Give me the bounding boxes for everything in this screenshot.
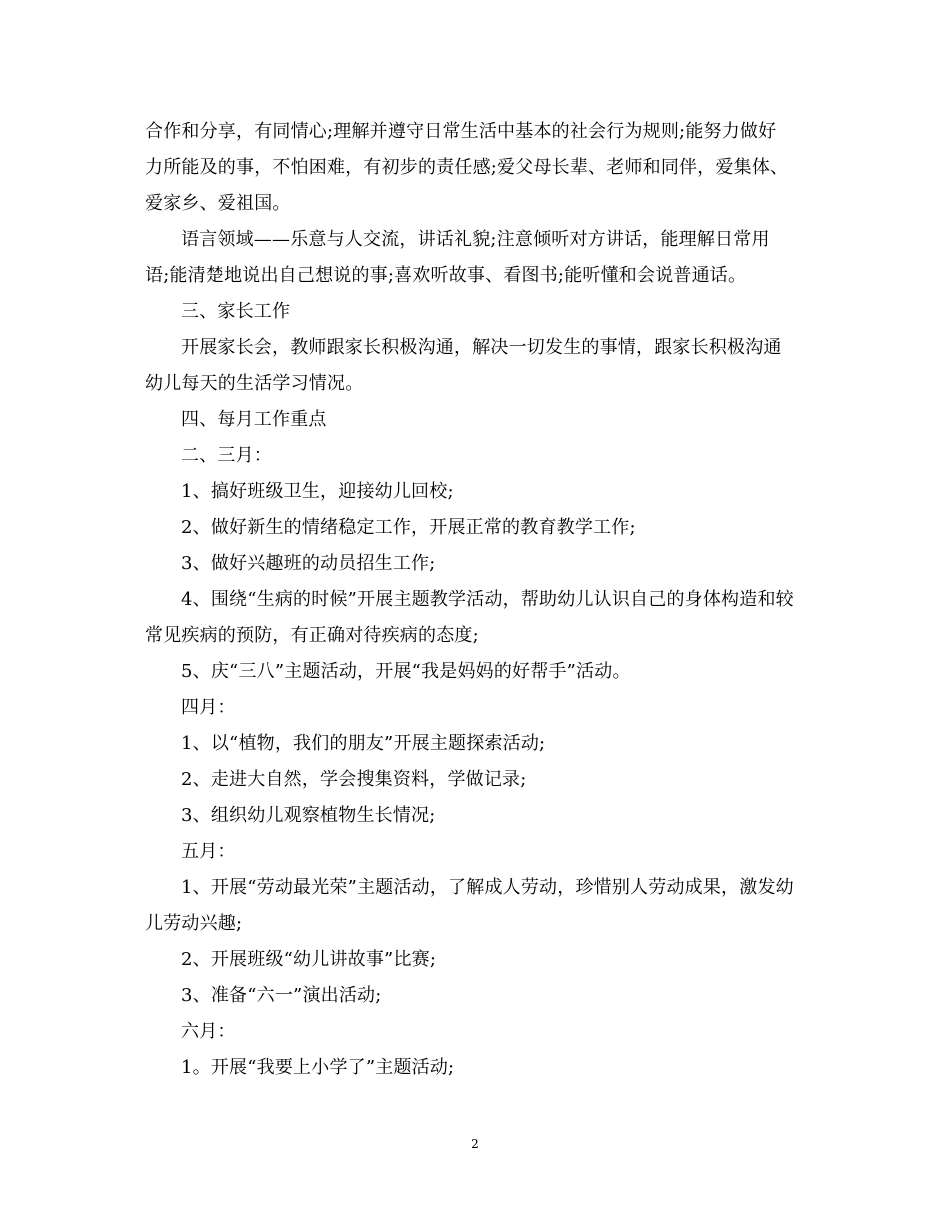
text-line: 五月： [181,841,236,862]
text-line: 3、组织幼儿观察植物生长情况; [181,805,436,826]
text-line: 3、做好兴趣班的动员招生工作; [181,553,436,574]
text-line: 合作和分享，有同情心;理解并遵守日常生活中基本的社会行为规则;能努力做好 [145,121,777,142]
text-line: 四、每月工作重点 [181,409,327,430]
text-line: 5、庆“三八”主题活动，开展“我是妈妈的好帮手”活动。 [181,661,631,682]
text-line: 儿劳动兴趣; [145,913,243,934]
text-line: 1、以“植物，我们的朋友”开展主题探索活动; [181,733,546,754]
text-line: 爱家乡、爱祖国。 [145,193,291,214]
text-line: 1。开展“我要上小学了”主题活动; [181,1057,455,1078]
page-number: 2 [471,1137,479,1151]
text-line: 2、走进大自然，学会搜集资料，学做记录; [181,769,527,790]
text-line: 2、做好新生的情绪稳定工作，开展正常的教育教学工作; [181,517,636,538]
text-line: 1、搞好班级卫生，迎接幼儿回校; [181,481,454,502]
text-line: 六月： [181,1021,236,1042]
text-line: 四月： [181,697,236,718]
text-line: 常见疾病的预防，有正确对待疾病的态度; [145,625,479,646]
document-body [145,114,810,1086]
text-line: 二、三月： [181,445,272,466]
text-line: 力所能及的事，不怕困难，有初步的责任感;爱父母长辈、老师和同伴，爱集体、 [145,157,789,178]
text-line: 幼儿每天的生活学习情况。 [145,373,364,394]
text-line: 1、开展“劳动最光荣”主题活动，了解成人劳动，珍惜别人劳动成果，激发幼 [181,877,794,898]
text-line: 4、围绕“生病的时候”开展主题教学活动，帮助幼儿认识自己的身体构造和较 [181,589,794,610]
text-line: 3、准备“六一”演出活动; [181,985,382,1006]
text-line: 2、开展班级“幼儿讲故事”比赛; [181,949,437,970]
text-line: 语;能清楚地说出自己想说的事;喜欢听故事、看图书;能听懂和会说普通话。 [145,265,747,286]
text-line: 开展家长会，教师跟家长积极沟通，解决一切发生的事情，跟家长积极沟通 [181,337,782,358]
text-line: 语言领域——乐意与人交流，讲话礼貌;注意倾听对方讲话，能理解日常用 [181,229,770,250]
text-line: 三、家长工作 [181,301,291,322]
